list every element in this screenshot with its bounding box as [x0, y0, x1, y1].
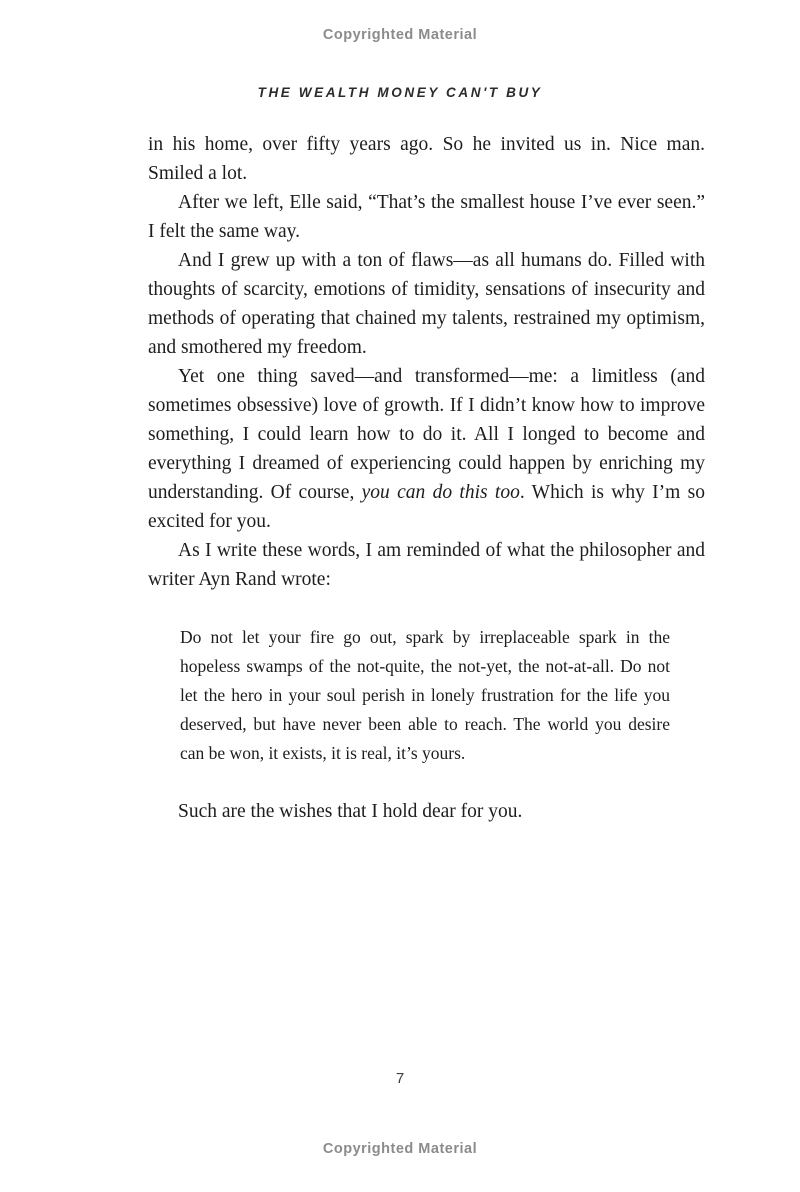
paragraph: [148, 362, 705, 536]
paragraph: After we left, Elle said, “That’s the smallest house I’ve ever seen.” I felt the same way.: [148, 192, 705, 242]
page-number: 7: [395, 1070, 405, 1087]
page-body: [148, 130, 705, 826]
paragraph-text: Yet one thing saved—and transformed—me: a limitless (and sometimes obsessive) love of growth. If I didn’t know how to improve something, I could learn how to do it. All I longed to become and everything I dreamed of experiencing could happen by enriching my understanding. Of course,: [148, 366, 705, 503]
running-head-title: THE WEALTH MONEY CAN'T BUY: [257, 85, 543, 100]
copyright-notice-bottom: Copyrighted Material: [322, 1141, 478, 1157]
paragraph-text: . Which is why I’m so excited for you.: [148, 482, 705, 532]
italic-phrase: you can do this too: [361, 482, 520, 503]
copyright-notice-top: Copyrighted Material: [322, 27, 478, 43]
block-quote: Do not let your fire go out, spark by irreplaceable spark in the hopeless swamps of the not-quite, the not-yet, the not-at-all. Do not let the hero in your soul perish in lonely frustration for the life you deserved, but have never been able to reach. The world you desire can be won, it exists, it is real, it’s yours.: [180, 627, 670, 763]
paragraph: And I grew up with a ton of flaws—as all humans do. Filled with thoughts of scarcity, emotions of timidity, sensations of insecurity and methods of operating that chained my talents, restrained my optimism, and smothered my freedom.: [148, 250, 705, 358]
paragraph-closing: Such are the wishes that I hold dear for you.: [178, 801, 523, 822]
paragraph-continuation: in his home, over fifty years ago. So he invited us in. Nice man. Smiled a lot.: [148, 134, 705, 184]
paragraph: As I write these words, I am reminded of what the philosopher and writer Ayn Rand wrote:: [148, 540, 705, 590]
